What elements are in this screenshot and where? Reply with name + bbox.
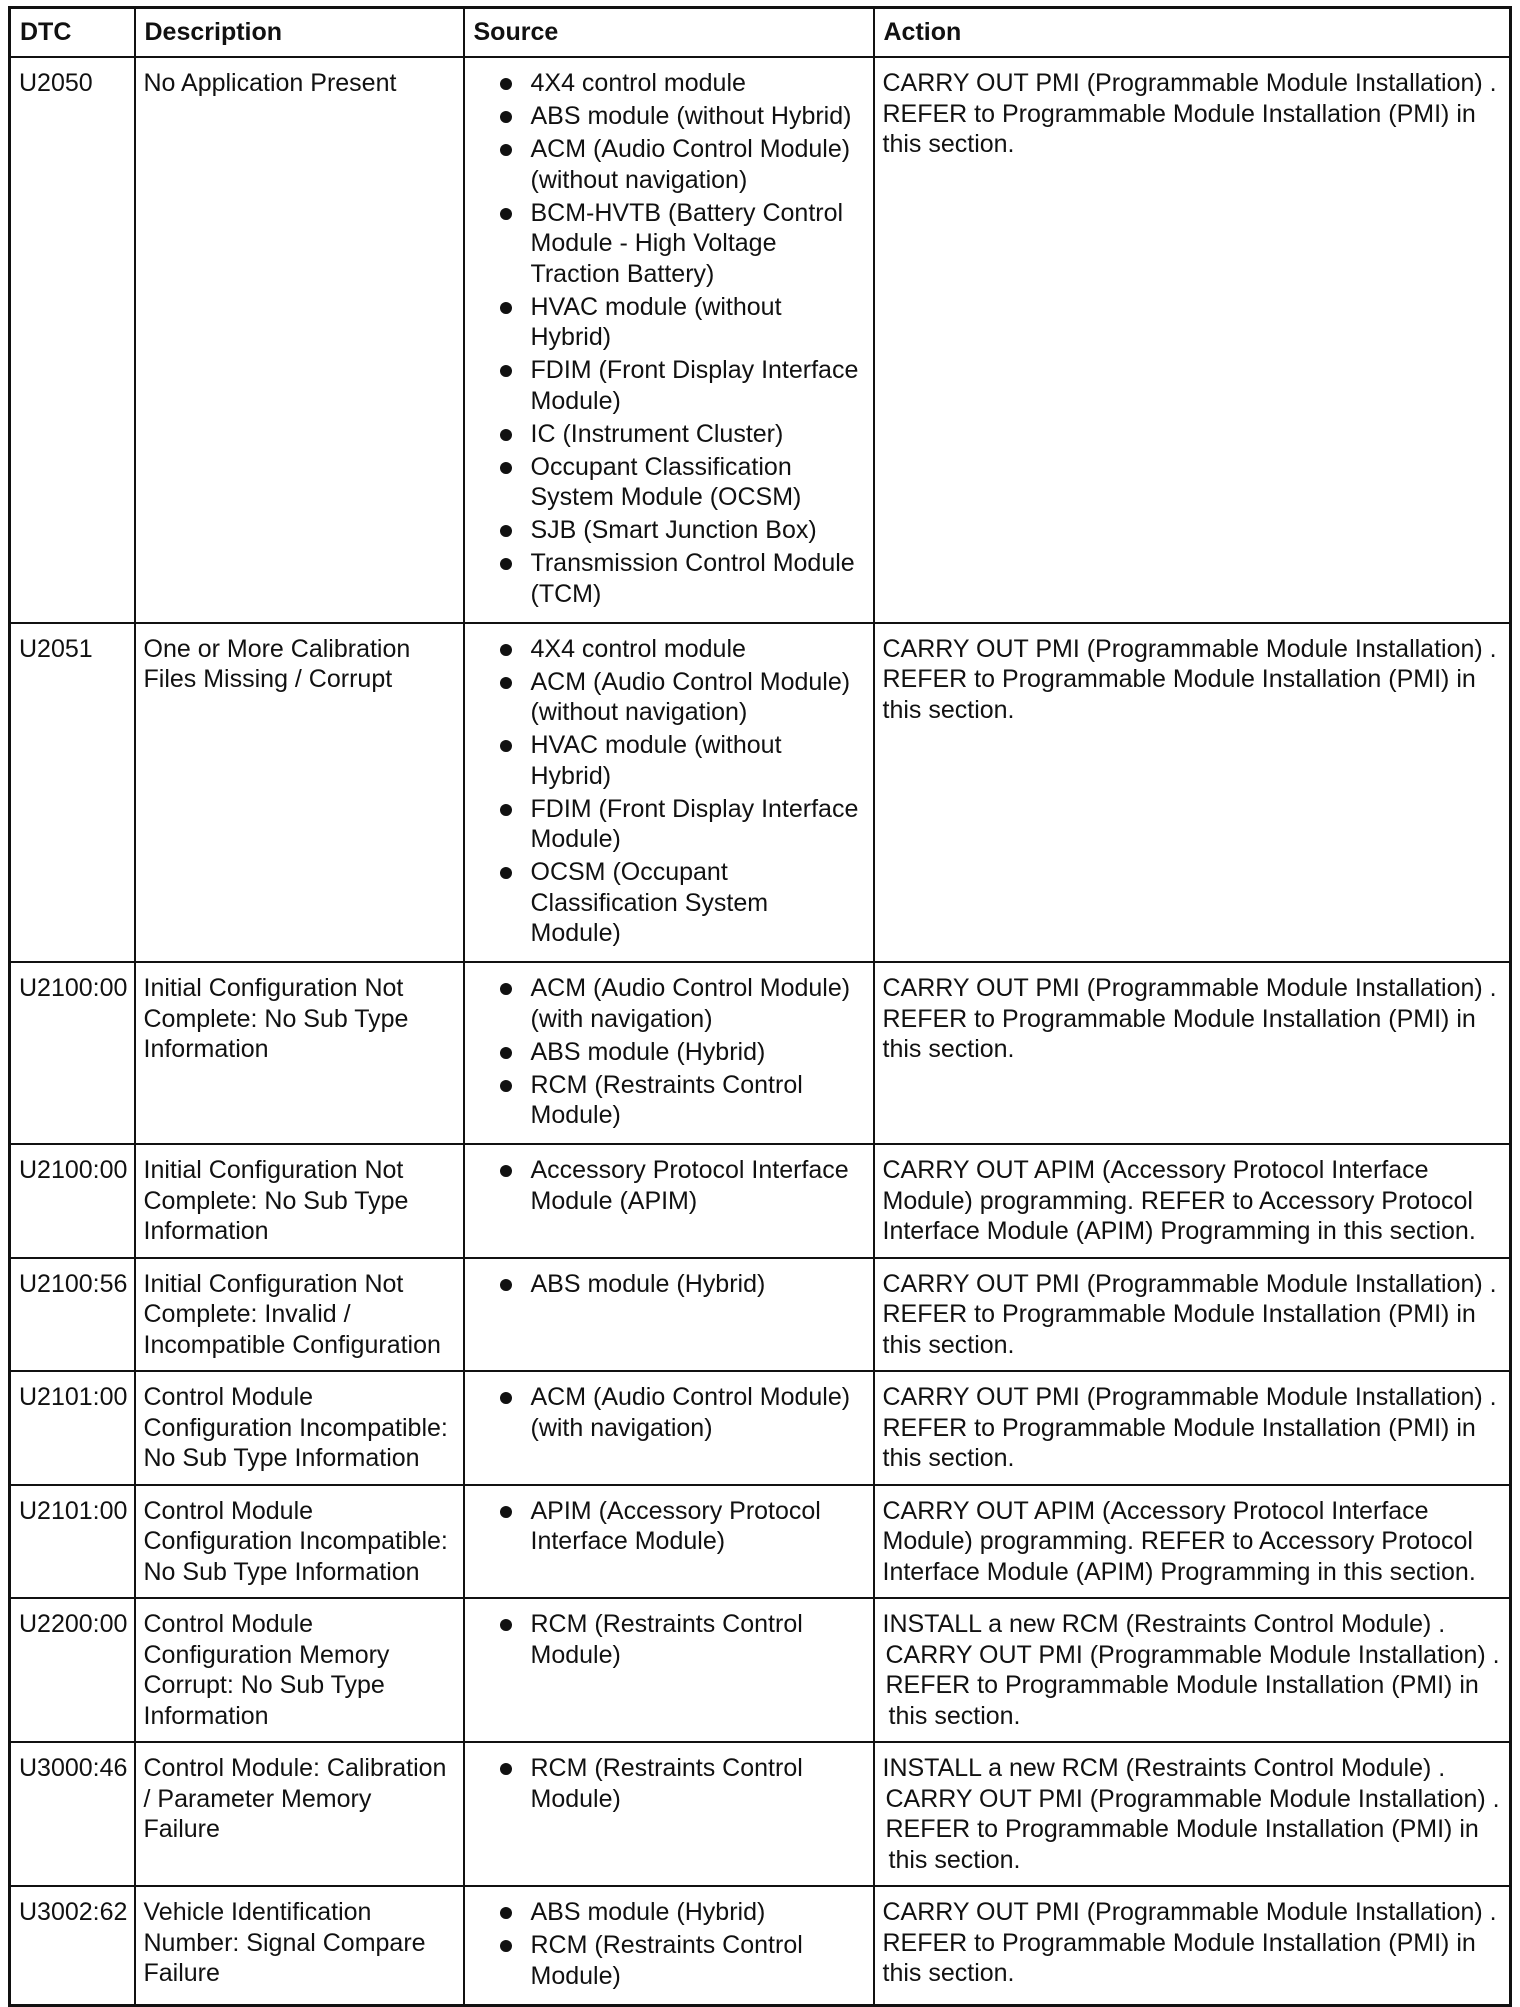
table-row — [10, 962, 1511, 1144]
source-cell — [464, 1258, 874, 1372]
source-item — [491, 1496, 865, 1557]
action-text: INSTALL a new RCM (Restraints Control Module) . — [882, 1754, 1446, 1782]
bullet-icon — [500, 1940, 512, 1952]
header-row — [10, 8, 1511, 58]
bullet-icon — [500, 740, 512, 752]
source-item — [491, 419, 865, 450]
dtc-code: U2101:00 — [10, 1371, 135, 1485]
action-cell — [874, 962, 1511, 1144]
dtc-code: U2100:00 — [10, 962, 135, 1144]
source-item-label: SJB (Smart Junction Box) — [530, 516, 817, 544]
table-row — [10, 1258, 1511, 1372]
bullet-icon — [500, 525, 512, 537]
source-item — [491, 1609, 865, 1670]
source-list — [473, 1269, 865, 1300]
bullet-icon — [500, 1392, 512, 1404]
source-item-label: RCM (Restraints Control Module) — [530, 1610, 803, 1669]
bullet-icon — [500, 1279, 512, 1291]
bullet-icon — [500, 208, 512, 220]
source-item — [491, 1897, 865, 1928]
header-action: Action — [874, 8, 1511, 58]
source-list — [473, 1496, 865, 1557]
source-item — [491, 452, 865, 513]
bullet-icon — [500, 1047, 512, 1059]
source-item — [491, 1753, 865, 1814]
dtc-code: U2051 — [10, 623, 135, 963]
dtc-description: One or More Calibration Files Missing / Corrupt — [135, 623, 464, 963]
source-cell — [464, 962, 874, 1144]
header-dtc: DTC — [10, 8, 135, 58]
dtc-description: Control Module: Calibration / Parameter Memory Failure — [135, 1742, 464, 1886]
source-item-label: Accessory Protocol Interface Module (APIM) — [530, 1156, 849, 1215]
source-item — [491, 134, 865, 195]
source-item-label: OCSM (Occupant Classification System Module) — [530, 858, 769, 947]
action-cell — [874, 1598, 1511, 1742]
action-text: REFER to Programmable Module Installation (PMI) in — [885, 1815, 1479, 1843]
dtc-code: U3002:62 — [10, 1886, 135, 2005]
action-text: CARRY OUT PMI (Programmable Module Installation) . REFER to Programmable Module Installation (PMI) in this section. — [882, 974, 1497, 1063]
dtc-description: Initial Configuration Not Complete: Invalid / Incompatible Configuration — [135, 1258, 464, 1372]
source-item-label: ABS module (Hybrid) — [530, 1037, 766, 1066]
table-row — [10, 1485, 1511, 1599]
table-row — [10, 623, 1511, 963]
action-cell — [874, 1485, 1511, 1599]
dtc-description: No Application Present — [135, 57, 464, 623]
source-list — [473, 1155, 865, 1216]
source-item — [491, 198, 865, 290]
source-item — [491, 1930, 865, 1991]
dtc-code: U2200:00 — [10, 1598, 135, 1742]
source-cell — [464, 1144, 874, 1258]
action-cell — [874, 623, 1511, 963]
source-item-label: FDIM (Front Display Interface Module) — [530, 356, 859, 415]
source-item-label: 4X4 control module — [530, 69, 746, 97]
bullet-icon — [500, 1619, 512, 1631]
dtc-description: Control Module Configuration Incompatible: No Sub Type Information — [135, 1371, 464, 1485]
action-text: CARRY OUT PMI (Programmable Module Installation) . REFER to Programmable Module Installation (PMI) in this section. — [882, 1383, 1497, 1472]
source-cell — [464, 1742, 874, 1886]
source-list — [473, 973, 865, 1131]
bullet-icon — [500, 1763, 512, 1775]
dtc-description: Control Module Configuration Memory Corrupt: No Sub Type Information — [135, 1598, 464, 1742]
source-item — [491, 667, 865, 728]
source-item-label: IC (Instrument Cluster) — [530, 419, 784, 448]
source-item — [491, 1382, 865, 1443]
source-item-label: HVAC module (without Hybrid) — [530, 731, 782, 790]
dtc-code: U2100:56 — [10, 1258, 135, 1372]
source-item — [491, 794, 865, 855]
dtc-code: U2100:00 — [10, 1144, 135, 1258]
source-item — [491, 1155, 865, 1216]
bullet-icon — [500, 867, 512, 879]
dtc-description: Initial Configuration Not Complete: No Sub Type Information — [135, 962, 464, 1144]
source-list — [473, 1753, 865, 1814]
source-item-label: RCM (Restraints Control Module) — [530, 1931, 803, 1990]
source-item — [491, 355, 865, 416]
dtc-description: Initial Configuration Not Complete: No Sub Type Information — [135, 1144, 464, 1258]
source-item-label: Transmission Control Module (TCM) — [530, 549, 855, 608]
action-text: INSTALL a new RCM (Restraints Control Module) . — [882, 1610, 1446, 1638]
source-item-label: ACM (Audio Control Module) (without navigation) — [530, 667, 851, 726]
bullet-icon — [500, 78, 512, 90]
source-item-label: ACM (Audio Control Module) (with navigation) — [530, 1383, 851, 1442]
source-item-label: RCM (Restraints Control Module) — [530, 1754, 803, 1813]
action-text: CARRY OUT PMI (Programmable Module Installation) . — [885, 1640, 1500, 1669]
table-row — [10, 1144, 1511, 1258]
bullet-icon — [500, 429, 512, 441]
action-text: REFER to Programmable Module Installation (PMI) in — [885, 1671, 1479, 1699]
source-list — [473, 1382, 865, 1443]
source-item — [491, 1070, 865, 1131]
source-item — [491, 515, 865, 546]
bullet-icon — [500, 644, 512, 656]
bullet-icon — [500, 677, 512, 689]
dtc-description: Control Module Configuration Incompatible: No Sub Type Information — [135, 1485, 464, 1599]
bullet-icon — [500, 111, 512, 123]
action-cell — [874, 1742, 1511, 1886]
action-cell — [874, 1258, 1511, 1372]
source-item-label: ACM (Audio Control Module) (without navigation) — [530, 135, 851, 194]
source-item — [491, 292, 865, 353]
source-item — [491, 730, 865, 791]
source-item — [491, 548, 865, 609]
header-description: Description — [135, 8, 464, 58]
dtc-code: U2050 — [10, 57, 135, 623]
source-cell — [464, 623, 874, 963]
source-item-label: ABS module (without Hybrid) — [530, 102, 852, 130]
source-cell — [464, 1598, 874, 1742]
source-item — [491, 634, 865, 665]
source-item-label: ABS module (Hybrid) — [530, 1269, 766, 1298]
bullet-icon — [500, 462, 512, 474]
source-list — [473, 1897, 865, 1991]
source-list — [473, 68, 865, 609]
bullet-icon — [500, 804, 512, 816]
bullet-icon — [500, 1165, 512, 1177]
source-item-label: RCM (Restraints Control Module) — [530, 1070, 803, 1129]
bullet-icon — [500, 1907, 512, 1919]
action-text: this section. — [888, 1701, 1021, 1730]
table-row — [10, 1598, 1511, 1742]
source-item — [491, 973, 865, 1034]
action-text: CARRY OUT PMI (Programmable Module Installation) . REFER to Programmable Module Installation (PMI) in this section. — [882, 1269, 1497, 1359]
action-text: CARRY OUT APIM (Accessory Protocol Interface Module) programming. REFER to Accessory Protocol Interface Module (APIM) Programming in this section. — [882, 1496, 1476, 1586]
dtc-code: U3000:46 — [10, 1742, 135, 1886]
source-item-label: APIM (Accessory Protocol Interface Module) — [530, 1496, 821, 1555]
table-header — [10, 8, 1511, 58]
source-item — [491, 857, 865, 949]
source-item-label: 4X4 control module — [530, 634, 746, 663]
source-item-label: HVAC module (without Hybrid) — [530, 292, 782, 351]
table-row — [10, 1886, 1511, 2005]
source-item-label: ACM (Audio Control Module) (with navigation) — [530, 974, 851, 1033]
bullet-icon — [500, 1080, 512, 1092]
source-item — [491, 101, 865, 132]
bullet-icon — [500, 144, 512, 156]
action-text: CARRY OUT PMI (Programmable Module Installation) . REFER to Programmable Module Installation (PMI) in this section. — [882, 1898, 1497, 1987]
source-item — [491, 1269, 865, 1300]
source-item — [491, 1037, 865, 1068]
source-item-label: Occupant Classification System Module (OCSM) — [530, 452, 802, 511]
table-body — [10, 57, 1511, 2005]
bullet-icon — [500, 983, 512, 995]
dtc-code: U2101:00 — [10, 1485, 135, 1599]
table-row — [10, 1742, 1511, 1886]
action-text: this section. — [888, 1845, 1021, 1874]
source-item-label: ABS module (Hybrid) — [530, 1898, 766, 1926]
source-cell — [464, 1371, 874, 1485]
header-source: Source — [464, 8, 874, 58]
action-text: CARRY OUT APIM (Accessory Protocol Interface Module) programming. REFER to Accessory Protocol Interface Module (APIM) Programming in this section. — [882, 1156, 1476, 1245]
action-cell — [874, 1144, 1511, 1258]
dtc-description: Vehicle Identification Number: Signal Compare Failure — [135, 1886, 464, 2005]
action-cell — [874, 1371, 1511, 1485]
action-text: CARRY OUT PMI (Programmable Module Installation) . REFER to Programmable Module Installation (PMI) in this section. — [882, 69, 1497, 158]
source-list — [473, 1609, 865, 1670]
action-cell — [874, 57, 1511, 623]
dtc-table — [8, 6, 1512, 2007]
table-row — [10, 1371, 1511, 1485]
source-item — [491, 68, 865, 99]
source-item-label: FDIM (Front Display Interface Module) — [530, 794, 859, 853]
action-text: CARRY OUT PMI (Programmable Module Installation) . REFER to Programmable Module Installation (PMI) in this section. — [882, 634, 1497, 724]
bullet-icon — [500, 365, 512, 377]
action-cell — [874, 1886, 1511, 2005]
source-cell — [464, 1485, 874, 1599]
bullet-icon — [500, 302, 512, 314]
action-text: CARRY OUT PMI (Programmable Module Installation) . — [885, 1784, 1500, 1813]
source-list — [473, 634, 865, 949]
source-cell — [464, 1886, 874, 2005]
bullet-icon — [500, 1506, 512, 1518]
table-row — [10, 57, 1511, 623]
bullet-icon — [500, 558, 512, 570]
source-item-label: BCM-HVTB (Battery Control Module - High Voltage Traction Battery) — [530, 198, 844, 288]
source-cell — [464, 57, 874, 623]
